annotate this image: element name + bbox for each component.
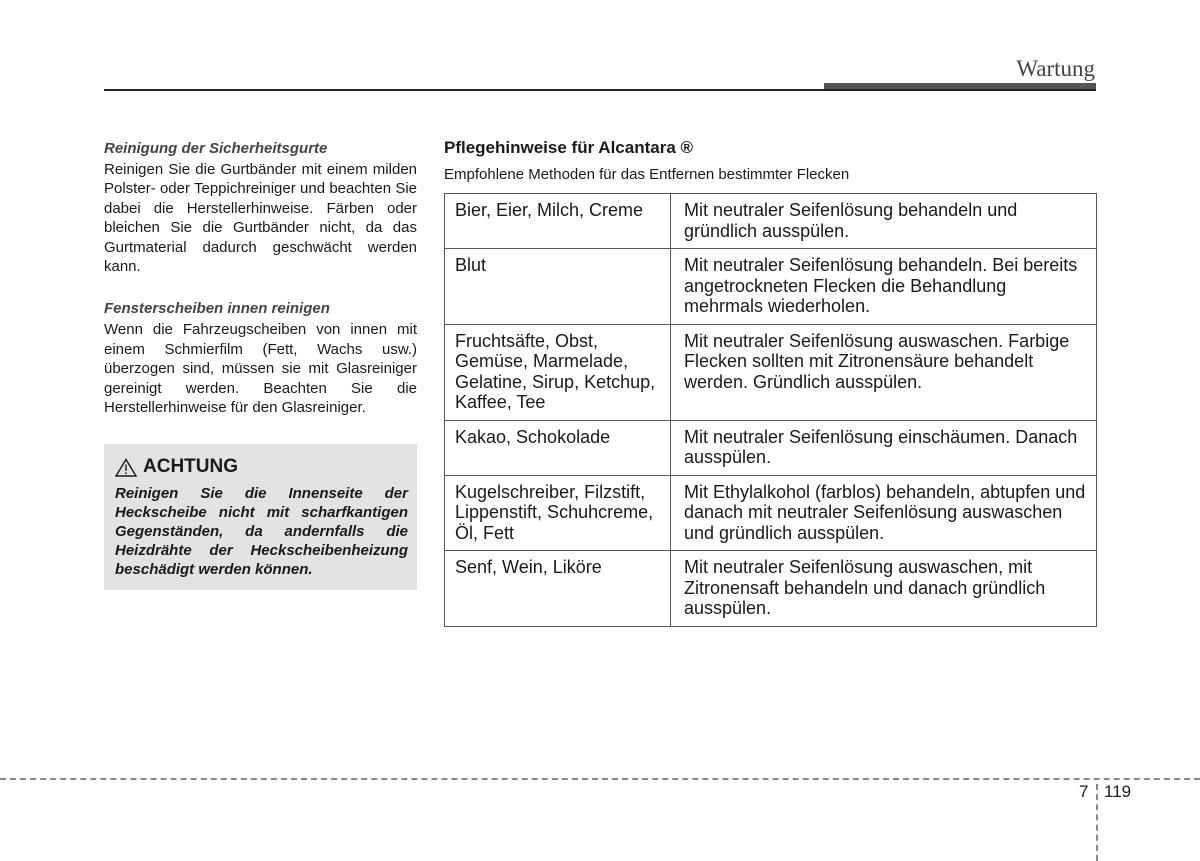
warning-triangle-icon: [115, 458, 137, 477]
caution-body: Reinigen Sie die Innenseite der Heckscheibe nicht mit scharfkantigen Gegenständen, da andernfalls die Heizdrähte der Heckscheibenheizung beschädigt werden können.: [115, 485, 408, 578]
section-body: Wenn die Fahrzeugscheiben von innen mit einem Schmierfilm (Fett, Wachs usw.) überzogen sind, müssen sie mit Glasreiniger gereinigt werden. Beachten Sie die Herstellerhinweise für den Glasreiniger.: [104, 321, 417, 417]
method-cell: Mit Ethylalkohol (farblos) behandeln, abtupfen und danach mit neutraler Seifenlösung auswaschen und gründlich ausspülen.: [671, 475, 1097, 551]
method-cell: Mit neutraler Seifenlösung auswaschen, mit Zitronensaft behandeln und danach gründlich ausspülen.: [671, 551, 1097, 627]
section-heading: Fensterscheiben innen reinigen: [104, 300, 330, 318]
table-row: [445, 551, 1097, 627]
table-row: [445, 475, 1097, 551]
table-row: [445, 324, 1097, 420]
stain-cell: Senf, Wein, Liköre: [445, 551, 671, 627]
stain-cell: Blut: [445, 249, 671, 325]
running-header-title: Wartung: [1016, 56, 1095, 81]
method-cell: Mit neutraler Seifenlösung einschäumen. Danach ausspülen.: [671, 420, 1097, 475]
stain-cell: Kugelschreiber, Filzstift, Lippenstift, Schuhcreme, Öl, Fett: [445, 475, 671, 551]
table-row: [445, 194, 1097, 249]
stain-cell: Kakao, Schokolade: [445, 420, 671, 475]
stain-cell: Bier, Eier, Milch, Creme: [445, 194, 671, 249]
right-column: [444, 137, 1096, 627]
footer-dashed-rule: [0, 778, 1200, 780]
chapter-number: 7: [1079, 782, 1089, 801]
left-column: [104, 139, 417, 440]
table-row: [445, 249, 1097, 325]
section-heading: Reinigung der Sicherheitsgurte: [104, 140, 328, 157]
method-cell: Mit neutraler Seifenlösung behandeln. Bei bereits angetrockneten Flecken die Behandlung mehrmals wiederholen.: [671, 249, 1097, 325]
section-body: Reinigen Sie die Gurtbänder mit einem milden Polster- oder Teppichreiniger und beachten Sie dabei die Herstellerhinweise. Färben oder bleichen Sie die Gurtbänder nicht, da das Gurtmaterial dadurch geschwächt werden kann.: [104, 161, 417, 276]
method-cell: Mit neutraler Seifenlösung behandeln und gründlich ausspülen.: [671, 194, 1097, 249]
caution-header: [115, 456, 408, 478]
table-title: Pflegehinweise für Alcantara ®: [444, 138, 694, 157]
section-seatbelts: [104, 139, 417, 276]
stain-cell: Fruchtsäfte, Obst, Gemüse, Marmelade, Gelatine, Sirup, Ketchup, Kaffee, Tee: [445, 324, 671, 420]
caution-box: [104, 444, 417, 590]
caution-title: ACHTUNG: [143, 456, 238, 477]
section-windows: [104, 299, 417, 417]
table-subtitle: Empfohlene Methoden für das Entfernen bestimmter Flecken: [444, 166, 850, 183]
footer-dashed-divider: [1096, 784, 1098, 861]
table-row: [445, 420, 1097, 475]
method-cell: Mit neutraler Seifenlösung auswaschen. Farbige Flecken sollten mit Zitronensäure behandelt werden. Gründlich ausspülen.: [671, 324, 1097, 420]
header-rule: [104, 89, 1096, 91]
stain-removal-table: [444, 193, 1097, 627]
page-number: 119: [1104, 782, 1132, 801]
